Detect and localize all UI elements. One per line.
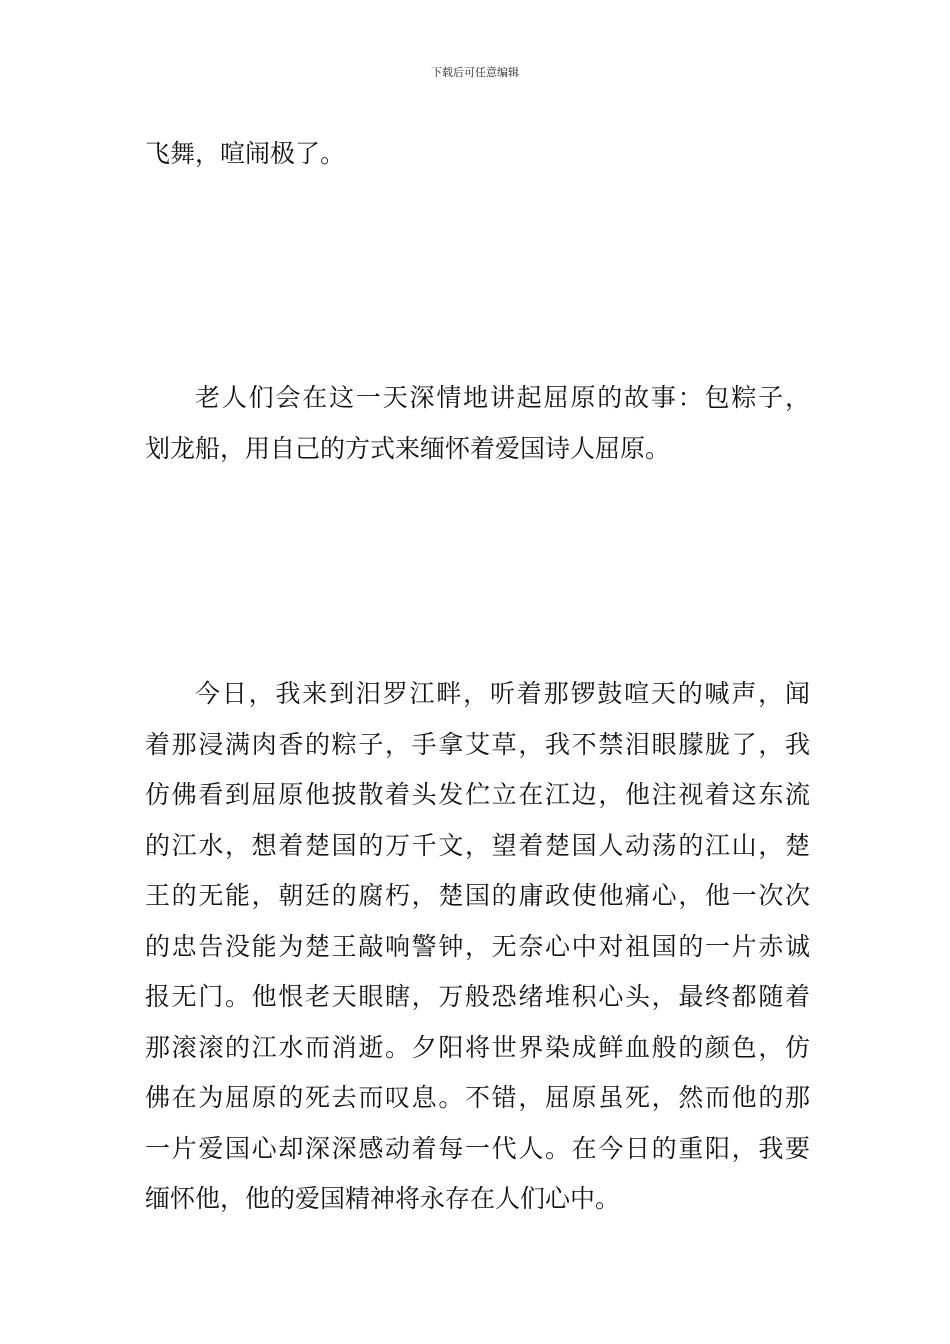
- paragraph-line: 一片爱国心却深深感动着每一代人。在今日的重阳，我要: [145, 1133, 810, 1163]
- paragraph-line: 划龙船，用自己的方式来缅怀着爱国诗人屈原。: [145, 433, 671, 463]
- paragraph-2: [145, 373, 810, 474]
- paragraph-line: 报无门。他恨老天眼瞎，万般恐绪堆积心头，最终都随着: [145, 982, 810, 1011]
- paragraph-1: [145, 129, 810, 180]
- paragraph-line: 的忠告没能为楚王敲响警钟，无奈心中对祖国的一片赤诚: [145, 931, 810, 961]
- paragraph-line: 着那浸满肉香的粽子，手拿艾草，我不禁泪眼朦胧了，我: [145, 729, 810, 759]
- paragraph-line: 佛在为屈原的死去而叹息。不错，屈原虽死，然而他的那: [145, 1083, 810, 1112]
- paragraph-line: 王的无能，朝廷的腐朽，楚国的庸政使他痛心，他一次次: [145, 881, 810, 910]
- page-header: 下载后可任意编辑: [431, 66, 519, 79]
- paragraph-line: 缅怀他，他的爱国精神将永存在人们心中。: [145, 1184, 621, 1213]
- paragraph-3: [145, 669, 810, 1225]
- paragraph-line: 飞舞，喧闹极了。: [145, 139, 346, 168]
- paragraph-line: 今日，我来到汨罗江畔，听着那锣鼓喧天的喊声，闻: [195, 679, 810, 708]
- paragraph-line: 那滚滚的江水而消逝。夕阳将世界染成鲜血般的颜色，仿: [145, 1032, 810, 1062]
- paragraph-line: 老人们会在这一天深情地讲起屈原的故事：包粽子，: [195, 383, 810, 412]
- paragraph-line: 仿佛看到屈原他披散着头发伫立在江边，他注视着这东流: [145, 780, 810, 809]
- paragraph-line: 的江水，想着楚国的万千文，望着楚国人动荡的江山，楚: [145, 830, 810, 860]
